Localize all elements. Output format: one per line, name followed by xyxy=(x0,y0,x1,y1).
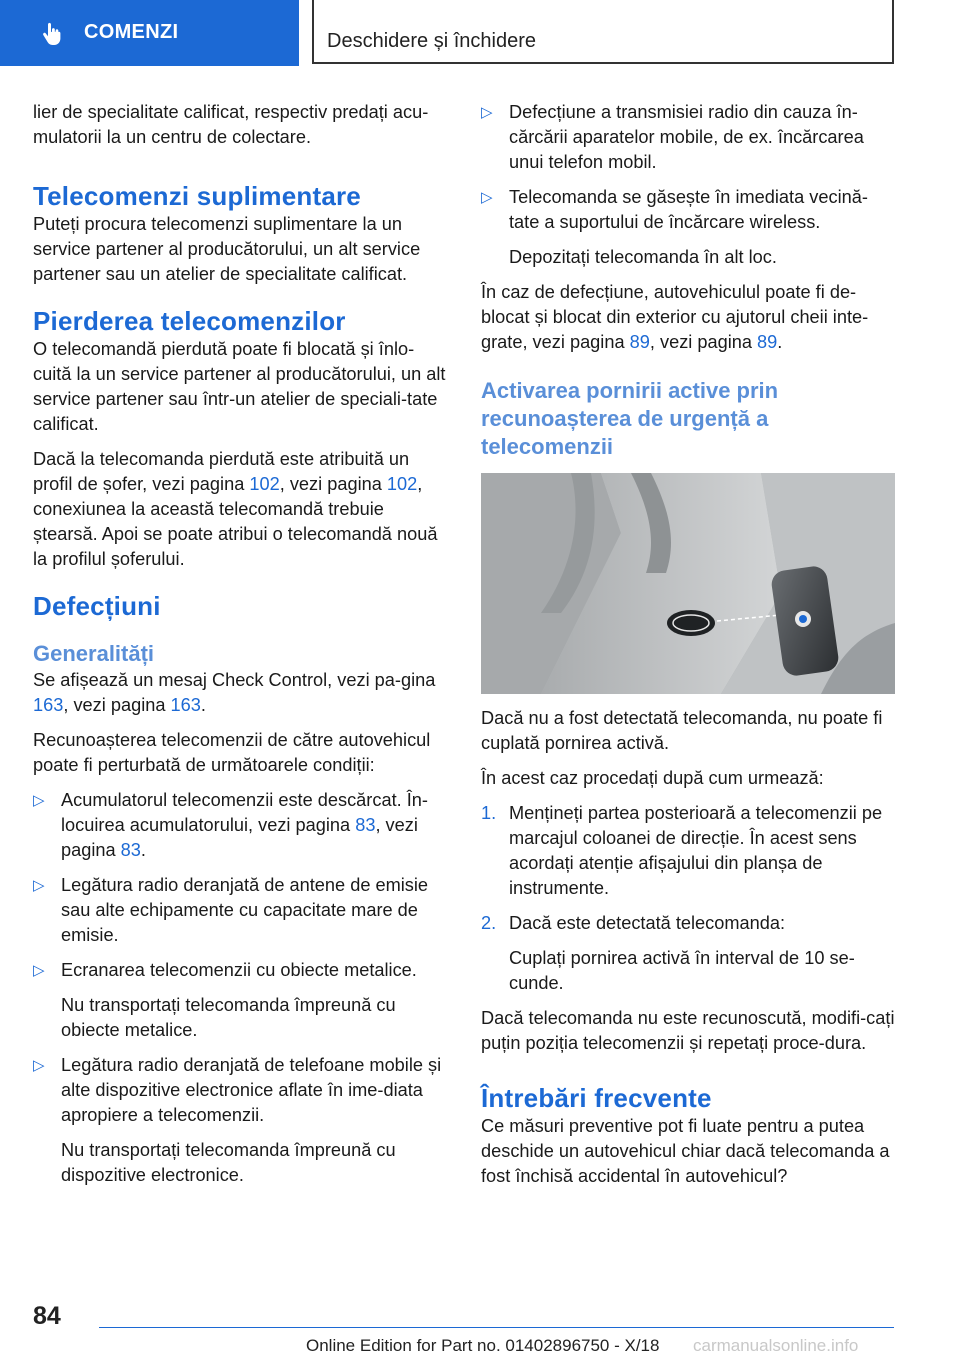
page-link[interactable]: 83 xyxy=(120,840,141,860)
text-run: , conexiunea la această telecomandă trebuie ștearsă. Apoi se poate atribui o telecomandă nouă la profilul șoferului. xyxy=(33,474,438,569)
list-item-subtext: Nu transportați telecomanda împreună cu obiecte metalice. xyxy=(61,995,396,1040)
steering-column-key-photo xyxy=(481,473,895,694)
step-text: Mențineți partea posterioară a telecomenzii pe marcajul coloanei de direcție. În acest sens acordați atenție afișajului din planșa de instrumente. xyxy=(509,803,883,898)
proceed-paragraph: În acest caz procedați după cum urmează: xyxy=(481,768,824,788)
text-run: . xyxy=(140,840,146,860)
lost-remote-paragraph-1: O telecomandă pierdută poate fi blocată și înlo-cuită la un service partener al producătorului, un alt service partener sau într-un atelier de speciali-tate calificat. xyxy=(33,339,446,434)
heading-faults: Defecțiuni xyxy=(33,591,161,621)
text-run: , vezi pagina xyxy=(63,695,171,715)
list-item-text: Legătura radio deranjată de telefoane mobile și alte dispozitive electronice aflate în ime-diata apropiere a telecomenzii. xyxy=(61,1055,442,1125)
text-run: Acumulatorul telecomenzii este descărcat. În-locuirea acumulatorului, vezi pagina xyxy=(61,790,428,835)
not-detected-paragraph: Dacă nu a fost detectată telecomanda, nu poate fi cuplată pornirea activă. xyxy=(481,708,883,753)
faq-paragraph: Ce măsuri preventive pot fi luate pentru a putea deschide un autovehicul chiar dacă telecomanda a fost închisă accidental în autovehicul? xyxy=(481,1116,890,1186)
heading-faq: Întrebări frecvente xyxy=(481,1083,712,1113)
page-link[interactable]: 102 xyxy=(249,474,280,494)
conditions-list-continued xyxy=(481,100,896,270)
text-run: , vezi pagina xyxy=(279,474,387,494)
text-run: În caz de defecțiune, autovehiculul poate fi de-blocat și blocat din exterior cu ajutorul cheii inte-grate, vezi pagina xyxy=(481,282,869,352)
text-run: Se afișează un mesaj Check Control, vezi pa-gina xyxy=(33,670,436,690)
section-title: Deschidere și închidere xyxy=(327,30,536,52)
triangle-bullet-icon: ▷ xyxy=(481,104,493,121)
text-run: . xyxy=(200,695,206,715)
chapter-label: COMENZI xyxy=(84,21,179,43)
right-column xyxy=(481,100,896,1189)
page-link[interactable]: 102 xyxy=(386,474,418,494)
list-item xyxy=(33,1053,448,1188)
page-link[interactable]: 89 xyxy=(757,332,778,352)
text-run: . xyxy=(777,332,783,352)
list-item-subtext: Depozitați telecomanda în alt loc. xyxy=(509,247,777,267)
list-item xyxy=(33,873,448,948)
fault-case-paragraph xyxy=(481,280,896,355)
triangle-bullet-icon: ▷ xyxy=(33,792,45,809)
chapter-tab[interactable] xyxy=(0,0,299,66)
page-link[interactable]: 89 xyxy=(629,332,650,352)
triangle-bullet-icon: ▷ xyxy=(481,189,493,206)
list-item-subtext: Nu transportați telecomanda împreună cu dispozitive electronice. xyxy=(61,1140,396,1185)
list-item xyxy=(481,185,896,270)
list-item-text xyxy=(61,788,448,863)
step-text: Dacă este detectată telecomanda: xyxy=(509,913,786,933)
page-number: 84 xyxy=(33,1302,61,1330)
lost-remote-paragraph-2 xyxy=(33,447,448,572)
list-item xyxy=(481,911,896,996)
step-number: 1. xyxy=(481,803,497,823)
general-paragraph-2: Recunoașterea telecomenzii de către autovehicul poate fi perturbată de următoarele condiții: xyxy=(33,730,431,775)
text-run: , vezi pagina xyxy=(649,332,758,352)
triangle-bullet-icon: ▷ xyxy=(33,877,45,894)
left-column xyxy=(33,100,448,1198)
list-item-text: Ecranarea telecomenzii cu obiecte metalice. xyxy=(61,960,417,980)
unrecognized-paragraph: Dacă telecomanda nu este recunoscută, modifi-cați puțin poziția telecomenzii și repetați proce-dura. xyxy=(481,1008,895,1053)
heading-extra-remotes: Telecomenzi suplimentare xyxy=(33,181,361,211)
heading-emergency-detection: Activarea pornirii active prin recunoașterea de urgență a telecomenzii xyxy=(481,378,779,459)
page-link[interactable]: 83 xyxy=(355,815,376,835)
intro-paragraph: lier de specialitate calificat, respectiv predați acu-mulatorii la un centru de colectare. xyxy=(33,102,429,147)
conditions-list xyxy=(33,788,448,1188)
heading-lost-remotes: Pierderea telecomenzilor xyxy=(33,306,346,336)
watermark: carmanualsonline.info xyxy=(693,1336,859,1355)
general-paragraph-1 xyxy=(33,668,448,718)
hand-pointer-icon xyxy=(40,22,64,46)
page-link[interactable]: 163 xyxy=(33,695,64,715)
list-item xyxy=(481,100,896,175)
triangle-bullet-icon: ▷ xyxy=(33,962,45,979)
footer-divider xyxy=(99,1327,894,1328)
text-run: Dacă la telecomanda pierdută este atribuită un profil de șofer, vezi pagina xyxy=(33,449,410,494)
steps-list xyxy=(481,801,896,996)
list-item xyxy=(33,958,448,1043)
step-number: 2. xyxy=(481,913,497,933)
text-run: , vezi pagina xyxy=(61,815,418,860)
list-item xyxy=(33,788,448,863)
section-header xyxy=(312,0,894,64)
step-subtext: Cuplați pornirea activă în interval de 10 se-cunde. xyxy=(509,948,855,993)
extra-remotes-paragraph: Puteți procura telecomenzi suplimentare la un service partener al producătorului, un alt service partener sau un atelier de specialitate calificat. xyxy=(33,214,421,284)
triangle-bullet-icon: ▷ xyxy=(33,1057,45,1074)
list-item xyxy=(481,801,896,901)
list-item-text: Legătura radio deranjată de antene de emisie sau alte echipamente cu capacitate mare de emisie. xyxy=(61,875,429,945)
page-link[interactable]: 163 xyxy=(170,695,201,715)
footer-edition: Online Edition for Part no. 01402896750 - X/18 xyxy=(306,1336,660,1355)
list-item-text: Telecomanda se găsește în imediata vecină-tate a suportului de încărcare wireless. xyxy=(509,187,868,232)
list-item-text: Defecțiune a transmisiei radio din cauza în-cărcării aparatelor mobile, de ex. încărcarea unui telefon mobil. xyxy=(509,102,864,172)
heading-general: Generalități xyxy=(33,641,155,666)
